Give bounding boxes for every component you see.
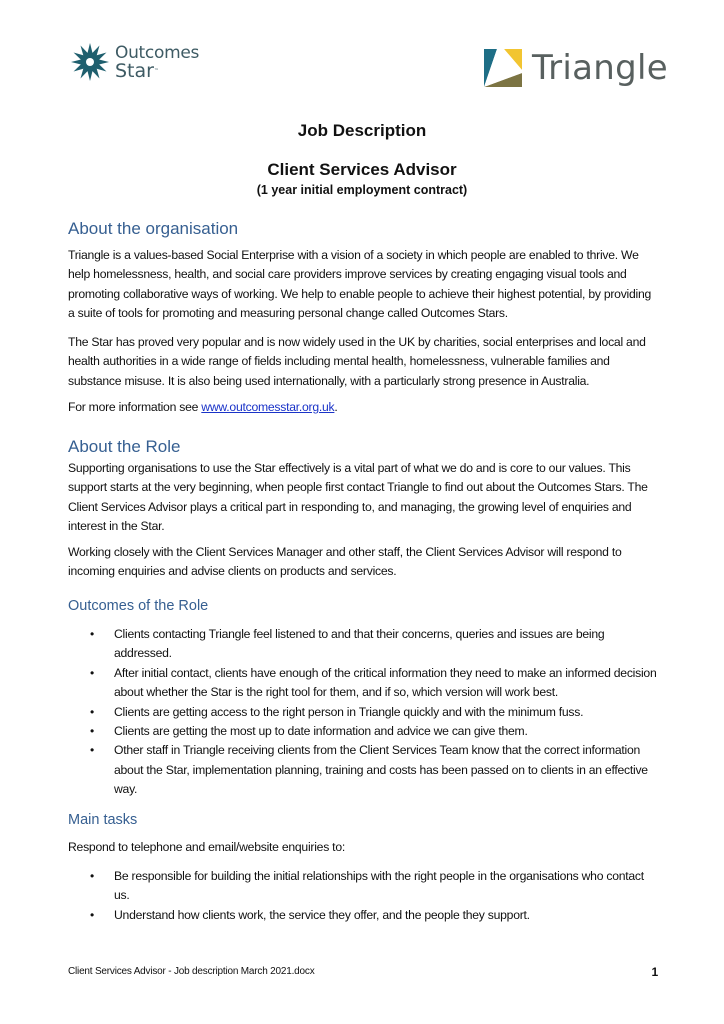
outcomes-list-item: • Clients are getting the most up to date information and advice we can give them. bbox=[68, 722, 658, 741]
main-tasks-list bbox=[68, 867, 658, 925]
more-info-suffix: . bbox=[334, 400, 338, 414]
about-role-paragraph-1: Supporting organisations to use the Star effectively is a vital part of what we do and is core to our values. This support starts at the very beginning, when people first contact Triangle to find out about the Outcomes Stars. The Client Services Advisor plays a critical part in responding to, and managing, the growing level of enquiries and interest in the Star. bbox=[68, 461, 648, 534]
about-role-paragraph-2-container bbox=[68, 543, 658, 582]
page-number: 1 bbox=[651, 965, 658, 979]
trademark-symbol: ™ bbox=[153, 68, 159, 74]
triangle-logo-icon bbox=[484, 49, 522, 87]
bullet-icon: • bbox=[90, 907, 94, 922]
about-org-paragraph-2: The Star has proved very popular and is now widely used in the UK by charities, social enterprises and local and health authorities in a wide range of fields including mental health, homelessness, vulnerable families and substance misuse. It is also being used internationally, with a particularly strong presence in Australia. bbox=[68, 335, 646, 388]
bullet-icon: • bbox=[90, 665, 94, 680]
main-tasks-list-item: • Be responsible for building the initial relationships with the right people in the organisations who contact us. bbox=[90, 869, 644, 903]
outcomes-list-item: • After initial contact, clients have enough of the critical information they need to make an informed decision about whether the Star is the right tool for them, and if so, which version will work best. bbox=[90, 665, 657, 700]
job-title: Client Services Advisor bbox=[267, 160, 457, 179]
heading-about-role: About the Role bbox=[68, 437, 181, 456]
bullet-icon: • bbox=[90, 724, 94, 739]
outcomes-list-item: • Other staff in Triangle receiving clients from the Client Services Team know that the correct information about the Star, implementation planning, training and costs has been passed on to clients in an effective way. bbox=[90, 743, 648, 797]
outcomes-star-logo bbox=[70, 42, 199, 82]
contract-subtitle: (1 year initial employment contract) bbox=[256, 183, 468, 197]
main-tasks-list-container bbox=[68, 867, 658, 925]
heading-main-tasks: Main tasks bbox=[68, 812, 138, 828]
outcomes-star-website-link[interactable]: www.outcomesstar.org.uk bbox=[201, 400, 335, 414]
about-role-paragraph-1-container bbox=[68, 459, 658, 537]
page-footer bbox=[68, 966, 658, 977]
about-org-paragraph-2-container bbox=[68, 333, 658, 391]
section-main-tasks bbox=[68, 812, 658, 828]
main-tasks-intro-container bbox=[68, 838, 658, 857]
bullet-icon: • bbox=[90, 869, 94, 883]
outcomes-list-container bbox=[68, 625, 658, 800]
bullet-icon: • bbox=[90, 743, 94, 758]
heading-outcomes-of-role: Outcomes of the Role bbox=[68, 598, 209, 614]
outcomes-list-item: • Clients are getting access to the right person in Triangle quickly and with the minimum fuss. bbox=[68, 703, 658, 722]
about-org-paragraph-1-container bbox=[68, 246, 658, 324]
outcomes-list bbox=[68, 625, 658, 800]
logo-text-star: Star bbox=[115, 60, 154, 82]
more-info-line bbox=[68, 398, 658, 417]
bullet-icon: • bbox=[90, 704, 94, 719]
heading-about-organisation: About the organisation bbox=[68, 219, 239, 238]
document-type-title: Job Description bbox=[297, 121, 427, 140]
star-burst-icon bbox=[70, 42, 110, 82]
outcomes-list-item: • Clients contacting Triangle feel listened to and that their concerns, queries and issues are being addressed. bbox=[90, 627, 605, 661]
logo-text-triangle: Triangle bbox=[532, 48, 668, 88]
section-about-role bbox=[68, 437, 658, 457]
about-org-paragraph-1: Triangle is a values-based Social Enterprise with a vision of a society in which people are enabled to thrive. We help homelessness, health, and social care providers improve services by creating engaging visual tools and promoting collaborative ways of working. We help to enable people to achieve their highest potential, by providing a suite of tools for promoting and measuring personal change called Outcomes Stars. bbox=[68, 248, 652, 321]
section-outcomes bbox=[68, 598, 658, 614]
triangle-logo bbox=[484, 48, 668, 88]
main-tasks-list-item: • Understand how clients work, the service they offer, and the people they support. bbox=[68, 906, 658, 925]
section-about-organisation bbox=[68, 219, 658, 239]
footer-filename: Client Services Advisor - Job description March 2021.docx bbox=[68, 966, 315, 977]
logo-text-outcomes: Outcomes bbox=[115, 43, 200, 63]
main-tasks-intro: Respond to telephone and email/website enquiries to: bbox=[68, 840, 345, 854]
more-info-prefix: For more information see bbox=[68, 400, 202, 414]
bullet-icon: • bbox=[90, 627, 94, 641]
about-role-paragraph-2: Working closely with the Client Services Manager and other staff, the Client Services Advisor will respond to incoming enquiries and advise clients on products and services. bbox=[68, 545, 622, 579]
